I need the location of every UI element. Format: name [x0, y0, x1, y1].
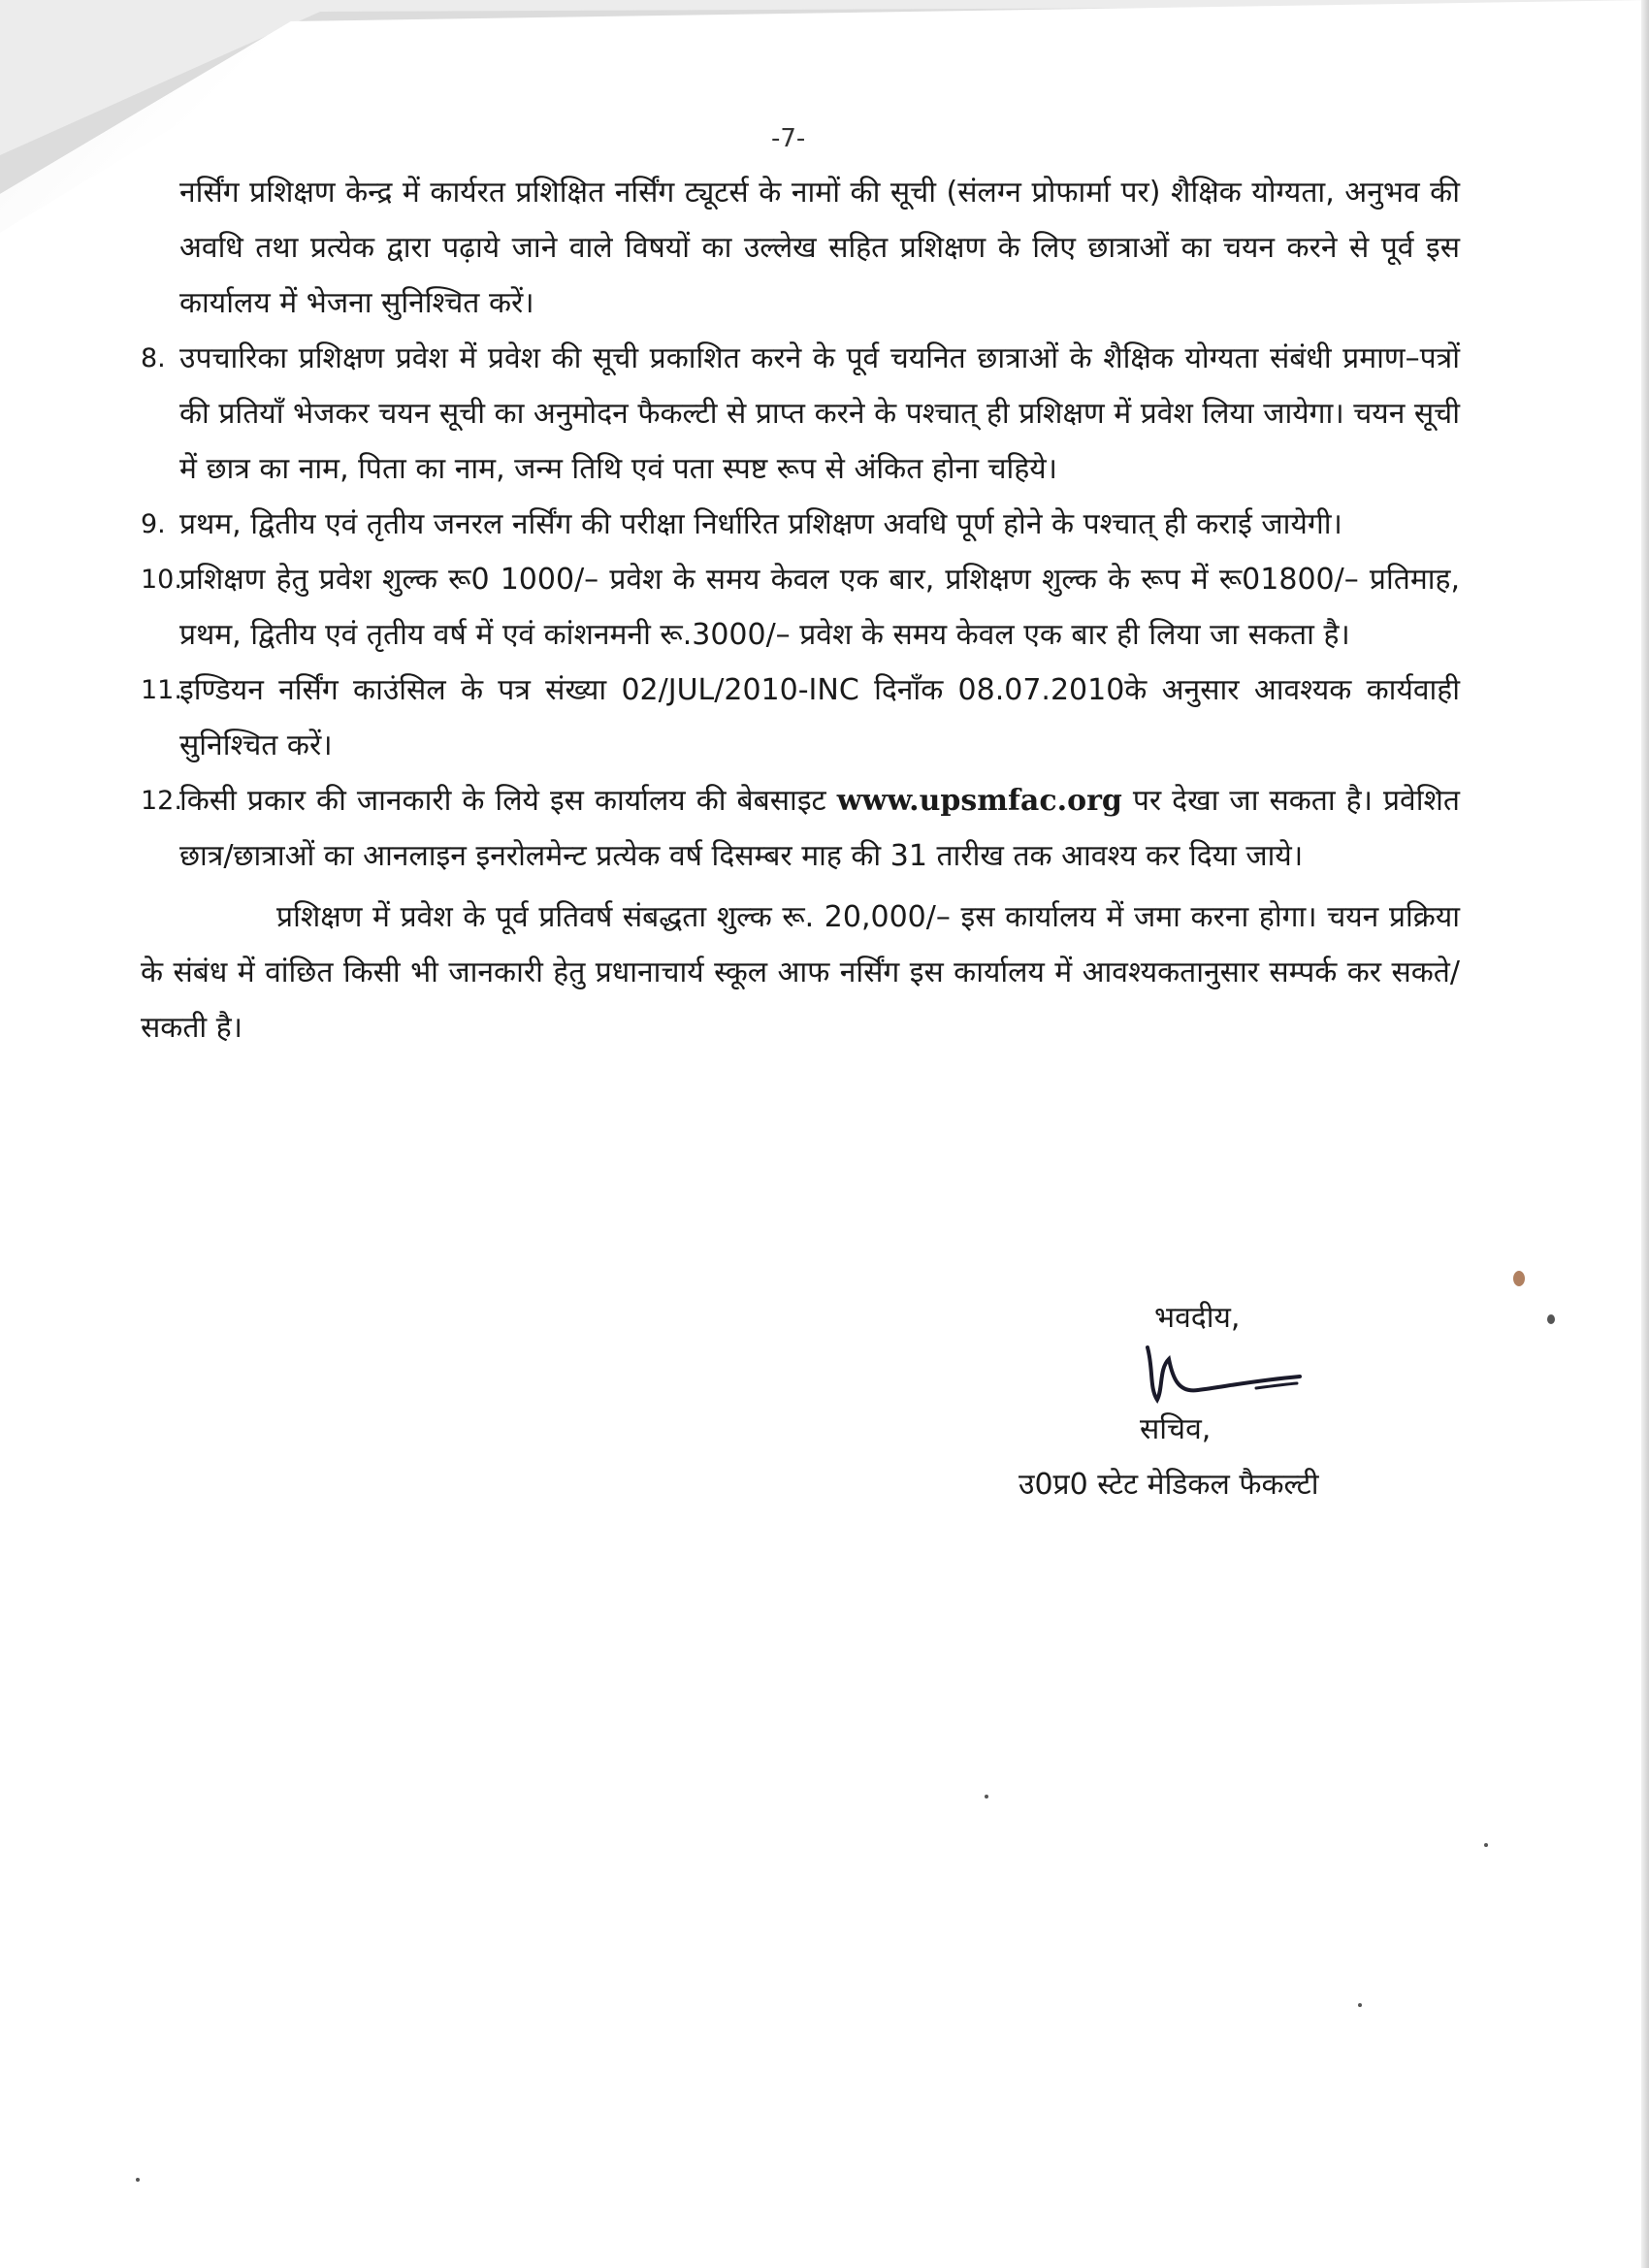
- scan-speck: [1358, 2003, 1362, 2007]
- handwritten-signature: [1140, 1340, 1305, 1408]
- item-number: 12.: [141, 786, 182, 816]
- page-right-edge: [1641, 0, 1649, 2268]
- closing-paragraph: प्रशिक्षण में प्रवेश के पूर्व प्रतिवर्ष संबद्धता शुल्क रू. 20,000/– इस कार्यालय में जमा करना होगा। चयन प्रक्रिया के संबंध में वांछित किसी भी जानकारी हेतु प्रधानाचार्य स्कूल आफ नर्सिंग इस कार्यालय में आवश्यकतानुसार सम्पर्क कर सकते/सकती है।: [141, 900, 1460, 1045]
- item-text: [179, 773, 1460, 884]
- letter-body: [141, 165, 1460, 1055]
- item-text: इण्डियन नर्सिंग काउंसिल के पत्र संख्या 02/JUL/2010-INC दिनाँक 08.07.2010के अनुसार आवश्यक कार्यवाही सुनिश्चित करें।: [179, 673, 1460, 762]
- item-text: प्रथम, द्वितीय एवं तृतीय जनरल नर्सिंग की परीक्षा निर्धारित प्रशिक्षण अवधि पूर्ण होने के पश्चात् ही कराई जायेगी।: [179, 507, 1342, 541]
- list-item-8: [141, 331, 1460, 497]
- item-text: प्रशिक्षण हेतु प्रवेश शुल्क रू0 1000/– प्रवेश के समय केवल एक बार, प्रशिक्षण शुल्क के रूप में रू01800/– प्रतिमाह, प्रथम, द्वितीय एवं तृतीय वर्ष में एवं कांशनमनी रू.3000/– प्रवेश के समय केवल एक बार ही लिया जा सकता है।: [179, 563, 1460, 652]
- scan-speck: [1547, 1314, 1555, 1324]
- scan-speck: [136, 2178, 140, 2182]
- item-text-before-url: किसी प्रकार की जानकारी के लिये इस कार्यालय की बेबसाइट: [179, 784, 837, 818]
- list-item-11: [141, 663, 1460, 773]
- scan-speck: [985, 1795, 988, 1798]
- item-number: 10.: [141, 565, 182, 595]
- list-item-12: [141, 773, 1460, 884]
- item-text-after-url: पर देखा जा सकता है। प्रवेशित छात्र/छात्राओं का आनलाइन इनरोलमेन्ट प्रत्येक वर्ष दिसम्बर माह की 31 तारीख तक आवश्य कर दिया जाये।: [179, 784, 1460, 873]
- website-link[interactable]: www.upsmfac.org: [836, 784, 1122, 818]
- designation-text: सचिव,: [1140, 1412, 1212, 1446]
- organization-text: उ0प्र0 स्टेट मेडिकल फैकल्टी: [1018, 1468, 1319, 1502]
- page-number: -7-: [771, 124, 806, 153]
- scan-speck: [1484, 1843, 1488, 1847]
- regards-text: भवदीय,: [1154, 1301, 1241, 1335]
- list-item-10: [141, 552, 1460, 663]
- item-text: उपचारिका प्रशिक्षण प्रवेश में प्रवेश की सूची प्रकाशित करने के पूर्व चयनित छात्राओं के शैक्षिक योग्यता संबंधी प्रमाण–पत्रों की प्रतियाँ भेजकर चयन सूची का अनुमोदन फैकल्टी से प्राप्त करने के पश्चात् ही प्रशिक्षण में प्रवेश लिया जायेगा। चयन सूची में छात्र का नाम, पिता का नाम, जन्म तिथि एवं पता स्पष्ट रूप से अंकित होना चहिये।: [179, 341, 1460, 486]
- intro-paragraph: नर्सिंग प्रशिक्षण केन्द्र में कार्यरत प्रशिक्षित नर्सिंग ट्यूटर्स के नामों की सूची (संलग्न प्रोफार्मा पर) शैक्षिक योग्यता, अनुभव की अवधि तथा प्रत्येक द्वारा पढ़ाये जाने वाले विषयों का उल्लेख सहित प्रशिक्षण के लिए छात्राओं का चयन करने से पूर्व इस कार्यालय में भेजना सुनिश्चित करें।: [179, 176, 1460, 320]
- list-item-9: [141, 497, 1460, 552]
- item-number: 9.: [141, 509, 166, 539]
- scan-speck: [1513, 1271, 1525, 1286]
- signature-block: [1018, 1290, 1465, 1512]
- item-number: 11.: [141, 675, 182, 705]
- item-number: 8.: [141, 343, 166, 373]
